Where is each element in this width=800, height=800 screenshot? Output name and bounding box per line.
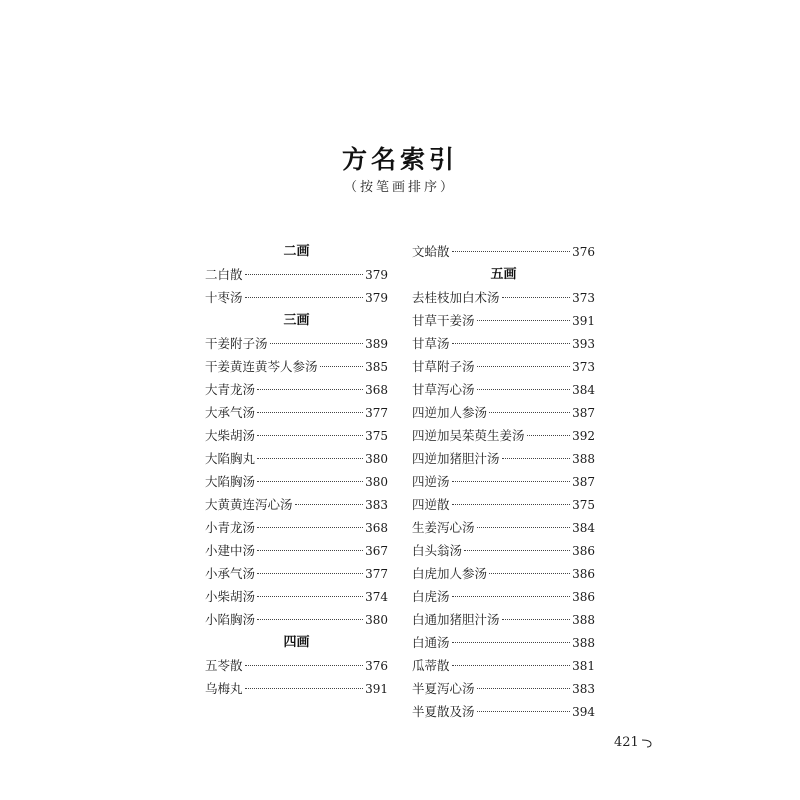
page-number-container [614,735,655,750]
dot-leader [245,665,364,666]
index-entry [412,332,595,355]
page-title: 方名索引 [341,145,458,174]
entry-name: 瓜蒂散 [412,658,450,673]
index-entry [205,447,388,470]
entry-name: 白通汤 [412,635,450,650]
dot-leader [477,688,571,689]
dot-leader [320,366,364,367]
dot-leader [477,366,571,367]
index-column-left [205,240,388,700]
entry-page: 373 [572,291,595,305]
entry-page: 376 [572,245,595,259]
entry-page: 368 [365,521,388,535]
dot-leader [464,550,570,551]
dot-leader [270,343,364,344]
entry-name: 小建中汤 [205,543,256,558]
dot-leader [502,619,571,620]
dot-leader [295,504,364,505]
dot-leader [452,481,571,482]
entry-page: 383 [572,682,595,696]
entry-page: 388 [572,636,595,650]
index-entry [412,631,595,654]
dot-leader [502,297,571,298]
entry-name: 小承气汤 [205,566,256,581]
index-entry [205,424,388,447]
index-entry [412,470,595,493]
index-entry [412,378,595,401]
entry-page: 379 [365,291,388,305]
entry-name: 甘草干姜汤 [412,313,475,328]
dot-leader [502,458,571,459]
entry-name: 大黄黄连泻心汤 [205,497,293,512]
entry-name: 二白散 [205,267,243,282]
section-header: 二画 [283,244,310,259]
dot-leader [257,573,363,574]
dot-leader [477,711,571,712]
entry-name: 大青龙汤 [205,382,256,397]
entry-page: 387 [572,406,595,420]
entry-name: 大柴胡汤 [205,428,256,443]
index-entry [205,677,388,700]
entry-page: 389 [365,337,388,351]
index-entry [412,240,595,263]
page-subtitle: （按笔画排序） [343,180,456,195]
dot-leader [257,435,363,436]
entry-page: 394 [572,705,595,719]
section-header: 三画 [283,313,310,328]
entry-name: 四逆加猪胆汁汤 [412,451,500,466]
index-entry [412,401,595,424]
dot-leader [452,343,571,344]
entry-page: 386 [572,544,595,558]
entry-page: 388 [572,613,595,627]
index-entry [205,378,388,401]
entry-page: 375 [365,429,388,443]
entry-name: 小柴胡汤 [205,589,256,604]
entry-page: 384 [572,521,595,535]
entry-name: 干姜附子汤 [205,336,268,351]
entry-name: 文蛤散 [412,244,450,259]
page-number: 421 [614,735,639,750]
dot-leader [257,550,363,551]
dot-leader [452,642,571,643]
entry-page: 377 [365,406,388,420]
entry-page: 386 [572,590,595,604]
entry-page: 391 [572,314,595,328]
entry-page: 377 [365,567,388,581]
index-column-right [412,240,595,723]
index-entry [205,562,388,585]
entry-page: 379 [365,268,388,282]
entry-name: 四逆加人参汤 [412,405,488,420]
entry-name: 生姜泻心汤 [412,520,475,535]
entry-page: 391 [365,682,388,696]
entry-name: 大陷胸汤 [205,474,256,489]
entry-page: 385 [365,360,388,374]
index-entry [412,539,595,562]
index-entry [412,654,595,677]
index-entry [412,286,595,309]
index-entry [412,447,595,470]
entry-name: 甘草附子汤 [412,359,475,374]
index-entry [205,355,388,378]
index-entry [205,470,388,493]
index-entry [205,332,388,355]
entry-name: 大陷胸丸 [205,451,256,466]
index-entry [412,493,595,516]
index-entry [412,562,595,585]
entry-page: 380 [365,475,388,489]
index-entry [412,677,595,700]
entry-name: 四逆汤 [412,474,450,489]
entry-page: 392 [572,429,595,443]
dot-leader [477,527,571,528]
entry-name: 十枣汤 [205,290,243,305]
dot-leader [489,412,570,413]
entry-name: 甘草汤 [412,336,450,351]
dot-leader [245,297,364,298]
index-entry [205,608,388,631]
entry-name: 四逆加吴茱萸生姜汤 [412,428,525,443]
index-entry [205,516,388,539]
dot-leader [257,458,363,459]
dot-leader [489,573,570,574]
index-entry [412,516,595,539]
entry-name: 干姜黄连黄芩人参汤 [205,359,318,374]
dot-leader [452,251,571,252]
entry-page: 387 [572,475,595,489]
dot-leader [257,619,363,620]
entry-name: 半夏散及汤 [412,704,475,719]
entry-page: 373 [572,360,595,374]
index-entry [412,608,595,631]
index-entry [412,700,595,723]
entry-page: 380 [365,452,388,466]
dot-leader [477,320,571,321]
dot-leader [257,389,363,390]
entry-name: 四逆散 [412,497,450,512]
entry-name: 白虎加人参汤 [412,566,488,581]
dot-leader [527,435,571,436]
dot-leader [257,596,363,597]
entry-page: 381 [572,659,595,673]
dot-leader [477,389,571,390]
entry-name: 乌梅丸 [205,681,243,696]
entry-page: 380 [365,613,388,627]
dot-leader [257,527,363,528]
index-entry [205,263,388,286]
entry-name: 小陷胸汤 [205,612,256,627]
dot-leader [452,596,571,597]
entry-page: 376 [365,659,388,673]
index-entry [412,309,595,332]
entry-page: 368 [365,383,388,397]
entry-page: 367 [365,544,388,558]
entry-name: 甘草泻心汤 [412,382,475,397]
page-curl-icon [641,738,655,748]
index-entry [205,286,388,309]
dot-leader [245,688,364,689]
dot-leader [245,274,364,275]
index-entry [412,355,595,378]
entry-page: 383 [365,498,388,512]
entry-page: 393 [572,337,595,351]
index-entry [205,585,388,608]
section-header: 四画 [283,635,310,650]
entry-page: 388 [572,452,595,466]
dot-leader [257,412,363,413]
entry-name: 五苓散 [205,658,243,673]
section-header: 五画 [490,267,517,282]
dot-leader [452,504,571,505]
index-entry [205,493,388,516]
entry-name: 去桂枝加白术汤 [412,290,500,305]
entry-name: 小青龙汤 [205,520,256,535]
index-entry [205,539,388,562]
index-entry [412,585,595,608]
entry-page: 375 [572,498,595,512]
entry-name: 白头翁汤 [412,543,463,558]
index-entry [412,424,595,447]
entry-page: 386 [572,567,595,581]
index-entry [205,654,388,677]
entry-name: 大承气汤 [205,405,256,420]
dot-leader [257,481,363,482]
entry-page: 384 [572,383,595,397]
dot-leader [452,665,571,666]
entry-name: 白虎汤 [412,589,450,604]
entry-name: 半夏泻心汤 [412,681,475,696]
entry-page: 374 [365,590,388,604]
entry-name: 白通加猪胆汁汤 [412,612,500,627]
index-entry [205,401,388,424]
